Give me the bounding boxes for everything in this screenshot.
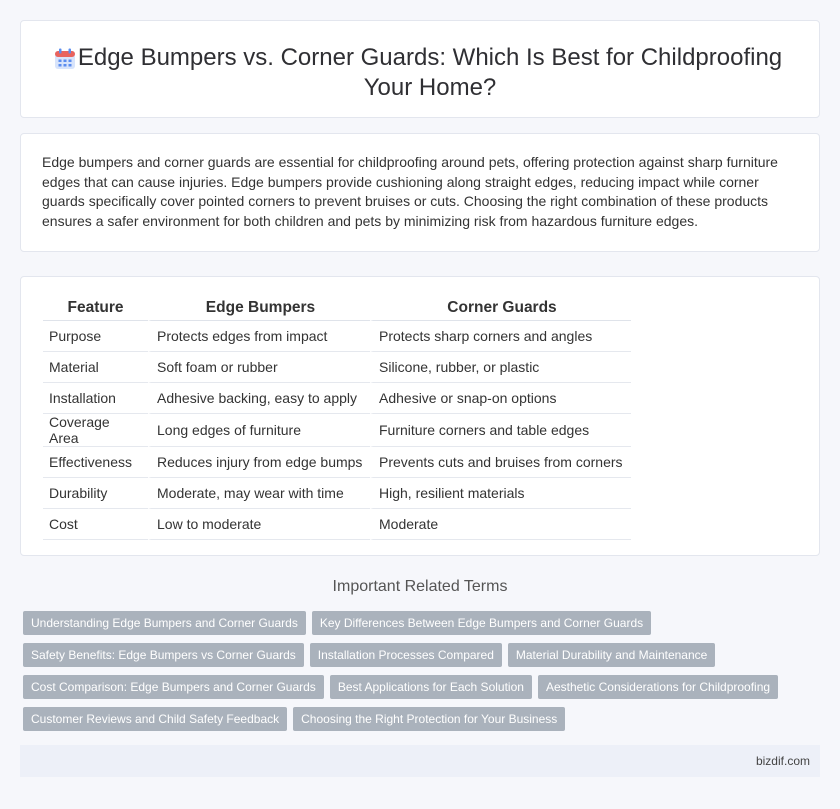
related-term-link[interactable]: Aesthetic Considerations for Childproofing xyxy=(538,675,778,699)
header-feature: Feature xyxy=(43,296,148,321)
table-row xyxy=(43,414,631,447)
intro-paragraph: Edge bumpers and corner guards are essential for childproofing around pets, offering protection against sharp furniture edges that can cause injuries. Edge bumpers provide cushioning along straight edges, reducing impact while corner guards specifically cover pointed corners to prevent bruises or cuts. Choosing the right combination of these products ensures a safer environment for both children and pets by minimizing risk from hazardous furniture edges. xyxy=(42,154,778,229)
table-cell: Effectiveness xyxy=(43,447,148,478)
tag-row xyxy=(23,611,823,643)
table-cell: Furniture corners and table edges xyxy=(370,414,631,447)
table-header-row xyxy=(43,296,631,321)
related-terms-title: Important Related Terms xyxy=(332,578,508,595)
table-cell: Moderate, may wear with time xyxy=(148,478,370,509)
table-row xyxy=(43,478,631,509)
related-term-link[interactable]: Best Applications for Each Solution xyxy=(330,675,532,699)
title-card xyxy=(20,20,820,118)
footer-brand[interactable]: bizdif.com xyxy=(755,754,810,768)
page-title: Edge Bumpers vs. Corner Guards: Which Is Best for Childproofing Your Home? xyxy=(77,44,783,101)
related-term-link[interactable]: Key Differences Between Edge Bumpers and Corner Guards xyxy=(312,611,651,635)
intro-card xyxy=(20,133,820,252)
table-cell: Adhesive backing, easy to apply xyxy=(148,383,370,414)
table-row xyxy=(43,352,631,383)
footer xyxy=(20,745,820,777)
table-cell: Cost xyxy=(43,509,148,540)
related-term-link[interactable]: Cost Comparison: Edge Bumpers and Corner Guards xyxy=(23,675,324,699)
tag-row xyxy=(23,707,823,739)
table-cell: Adhesive or snap-on options xyxy=(370,383,631,414)
table-cell: Coverage Area xyxy=(43,414,148,447)
table-cell: Silicone, rubber, or plastic xyxy=(370,352,631,383)
header-edge-bumpers: Edge Bumpers xyxy=(148,296,370,321)
table-cell: Long edges of furniture xyxy=(148,414,370,447)
table-cell: Purpose xyxy=(43,321,148,352)
table-cell: Material xyxy=(43,352,148,383)
table-cell: Low to moderate xyxy=(148,509,370,540)
table-cell: High, resilient materials xyxy=(370,478,631,509)
table-cell: Soft foam or rubber xyxy=(148,352,370,383)
table-cell: Prevents cuts and bruises from corners xyxy=(370,447,631,478)
tag-row xyxy=(23,643,823,675)
tag-row xyxy=(23,675,823,707)
table-cell: Durability xyxy=(43,478,148,509)
table-cell: Moderate xyxy=(370,509,631,540)
table-cell: Installation xyxy=(43,383,148,414)
table-cell: Reduces injury from edge bumps xyxy=(148,447,370,478)
comparison-table xyxy=(43,296,631,540)
table-cell: Protects edges from impact xyxy=(148,321,370,352)
related-term-link[interactable]: Customer Reviews and Child Safety Feedback xyxy=(23,707,287,731)
header-corner-guards: Corner Guards xyxy=(370,296,631,321)
related-term-link[interactable]: Safety Benefits: Edge Bumpers vs Corner Guards xyxy=(23,643,304,667)
table-row xyxy=(43,509,631,540)
table-row xyxy=(43,447,631,478)
table-row xyxy=(43,321,631,352)
related-term-link[interactable]: Understanding Edge Bumpers and Corner Guards xyxy=(23,611,306,635)
related-term-link[interactable]: Installation Processes Compared xyxy=(310,643,502,667)
table-cell: Protects sharp corners and angles xyxy=(370,321,631,352)
related-term-link[interactable]: Choosing the Right Protection for Your Business xyxy=(293,707,565,731)
related-term-link[interactable]: Material Durability and Maintenance xyxy=(508,643,715,667)
related-terms-list xyxy=(23,611,823,739)
table-row xyxy=(43,383,631,414)
comparison-card xyxy=(20,276,820,556)
